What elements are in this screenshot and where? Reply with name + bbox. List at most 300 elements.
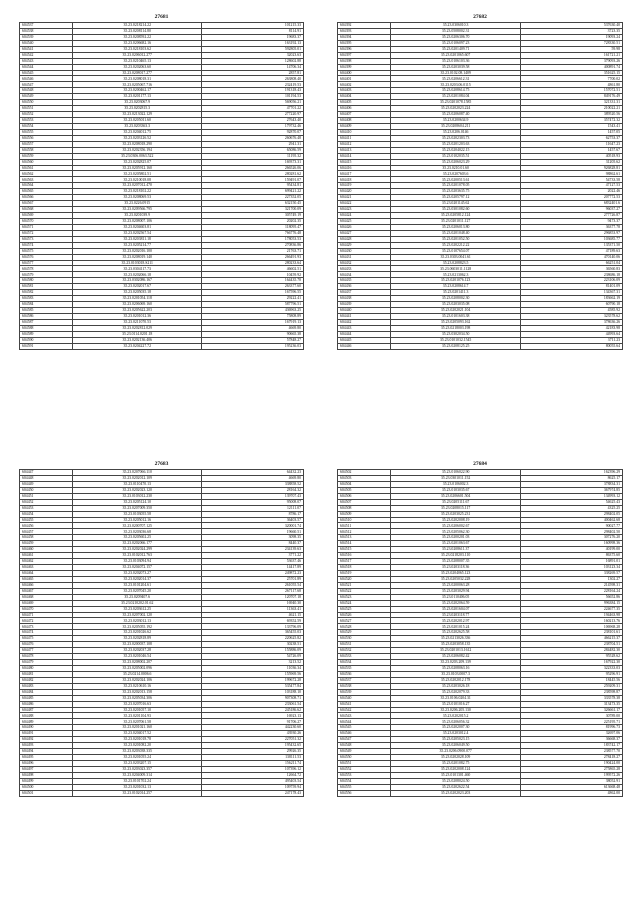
row-number-cell: 604554 bbox=[20, 123, 73, 129]
amount-cell: 280281.62 bbox=[202, 171, 304, 177]
code-cell: 35.23.0206012.277 bbox=[73, 52, 202, 58]
amount-cell: 120707.18 bbox=[202, 594, 304, 600]
code-cell: 35.23.0211070.53 bbox=[73, 319, 202, 325]
table-row bbox=[338, 790, 623, 796]
code-cell: 35.23.0208007.106 bbox=[73, 218, 202, 224]
row-number-cell: 604548 bbox=[20, 88, 73, 94]
amount-cell: 169373.31 bbox=[202, 159, 304, 165]
code-cell: 35.23.0202825.07 bbox=[73, 159, 202, 165]
code-cell: 35.23.0202007.30 bbox=[391, 725, 520, 731]
row-number-cell: 604522 bbox=[338, 588, 391, 594]
amount-cell: 91706.27 bbox=[202, 719, 304, 725]
row-number-cell: 604581 bbox=[20, 284, 73, 290]
amount-cell: 133796.09 bbox=[202, 624, 304, 630]
code-cell: 35.23.0205214.77 bbox=[73, 242, 202, 248]
row-number-cell: 604396 bbox=[338, 46, 391, 52]
row-number-cell: 604418 bbox=[338, 177, 391, 183]
row-number-cell: 604524 bbox=[338, 600, 391, 606]
amount-cell: 442230.60 bbox=[202, 725, 304, 731]
code-cell: 35.23.0202013.158 bbox=[73, 689, 202, 695]
code-cell: 35.23.0205062.30 bbox=[391, 529, 520, 535]
code-cell: 35.23.0201055.24 bbox=[73, 755, 202, 761]
code-cell: 35.23.0306010.3 bbox=[391, 23, 520, 29]
amount-cell: 223106.09 bbox=[520, 278, 622, 284]
amount-cell: 357472.32 bbox=[520, 118, 622, 124]
code-cell: 35.23.0204012.75 bbox=[73, 129, 202, 135]
row-number-cell: 604579 bbox=[20, 272, 73, 278]
row-number-cell: 604582 bbox=[20, 290, 73, 296]
amount-cell: 436963.25 bbox=[202, 308, 304, 314]
row-number-cell: 604554 bbox=[338, 778, 391, 784]
row-number-cell: 604557 bbox=[20, 141, 73, 147]
code-cell: 35.23.0205032.228 bbox=[391, 576, 520, 582]
row-number-cell: 604494 bbox=[20, 749, 73, 755]
code-cell: 35.23.0204072.157 bbox=[73, 565, 202, 571]
row-number-cell: 604485 bbox=[20, 695, 73, 701]
row-number-cell: 604482 bbox=[20, 677, 73, 683]
amount-cell: 267117.68 bbox=[202, 588, 304, 594]
amount-cell: 313473.35 bbox=[520, 701, 622, 707]
row-number-cell: 604509 bbox=[338, 511, 391, 517]
row-number-cell: 604541 bbox=[338, 701, 391, 707]
amount-cell: 3098.35 bbox=[202, 535, 304, 541]
amount-cell: 238101.61 bbox=[520, 630, 622, 636]
amount-cell: 247178.43 bbox=[202, 790, 304, 796]
row-number-cell: 604521 bbox=[338, 582, 391, 588]
code-cell: 35.23.0203012.13 bbox=[73, 618, 202, 624]
code-cell: 35.23.0203012.4 bbox=[391, 731, 520, 737]
amount-cell: 9473.37 bbox=[520, 218, 622, 224]
amount-cell: 134993.12 bbox=[520, 493, 622, 499]
row-number-cell: 604526 bbox=[338, 612, 391, 618]
row-number-cell: 604537 bbox=[20, 23, 73, 29]
code-cell: 35.23.0204022.15 bbox=[391, 147, 520, 153]
code-cell: 35.23.0201145.62 bbox=[391, 201, 520, 207]
code-cell: 35.23.0206306.70 bbox=[391, 34, 520, 40]
amount-cell: 220625.82 bbox=[202, 636, 304, 642]
row-number-cell: 604459 bbox=[20, 541, 73, 547]
amount-cell: 389520.56 bbox=[520, 112, 622, 118]
amount-cell: 4862.00 bbox=[520, 790, 622, 796]
amount-cell: 18445.56 bbox=[520, 677, 622, 683]
code-cell: 35.23.0207045.20 bbox=[73, 588, 202, 594]
row-number-cell: 604392 bbox=[338, 23, 391, 29]
code-cell: 35.23.0201104.93 bbox=[73, 713, 202, 719]
amount-cell: 8114.91 bbox=[202, 28, 304, 34]
amount-cell: 996384.15 bbox=[520, 600, 622, 606]
code-cell: 35.23.0603011.1128 bbox=[391, 266, 520, 272]
amount-cell: 632150.45 bbox=[202, 201, 304, 207]
code-cell: 35.23.0202037.28 bbox=[73, 648, 202, 654]
row-number-cell: 604546 bbox=[20, 76, 73, 82]
row-number-cell: 604561 bbox=[20, 165, 73, 171]
amount-cell: 266526.06 bbox=[202, 165, 304, 171]
row-number-cell: 604441 bbox=[338, 313, 391, 319]
row-number-cell: 604488 bbox=[20, 713, 73, 719]
row-number-cell: 604545 bbox=[338, 725, 391, 731]
code-cell: 35.23.0106002.3 bbox=[391, 481, 520, 487]
code-cell: 35.23.0102012.763 bbox=[73, 553, 202, 559]
amount-cell: 19683.37 bbox=[202, 34, 304, 40]
code-cell: 35.23.0218214.22 bbox=[73, 23, 202, 29]
code-cell: 35.23.0206682.16 bbox=[73, 40, 202, 46]
row-number-cell: 604536 bbox=[338, 671, 391, 677]
row-number-cell: 604503 bbox=[338, 475, 391, 481]
amount-cell: 400891.74 bbox=[520, 64, 622, 70]
row-number-cell: 604430 bbox=[338, 248, 391, 254]
row-number-cell: 604490 bbox=[20, 725, 73, 731]
amount-cell: 138111.53 bbox=[202, 755, 304, 761]
code-cell: 35.23.0102035.51 bbox=[391, 153, 520, 159]
code-cell: 35.23.0203067.9 bbox=[73, 100, 202, 106]
row-number-cell: 604419 bbox=[338, 183, 391, 189]
amount-cell: 326661.17 bbox=[520, 707, 622, 713]
amount-cell: 179732.46 bbox=[202, 123, 304, 129]
amount-cell: 56652.86 bbox=[520, 594, 622, 600]
amount-cell: 263377.60 bbox=[202, 284, 304, 290]
row-number-cell: 604400 bbox=[338, 70, 391, 76]
row-number-cell: 604584 bbox=[20, 302, 73, 308]
code-cell: 35.23.0205812.124 bbox=[391, 213, 520, 219]
row-number-cell: 604409 bbox=[338, 123, 391, 129]
code-cell: 35.23.0301082.60 bbox=[391, 207, 520, 213]
amount-cell: 36668.37 bbox=[520, 737, 622, 743]
amount-cell: 134367.31 bbox=[520, 290, 622, 296]
code-cell: 35.23.0203612.25 bbox=[73, 606, 202, 612]
row-number-cell: 604569 bbox=[20, 213, 73, 219]
code-cell: 35.23.0226.0915 bbox=[73, 201, 202, 207]
row-number-cell: 604558 bbox=[20, 147, 73, 153]
amount-cell: 298402.05 bbox=[520, 511, 622, 517]
amount-cell: 699421.22 bbox=[202, 189, 304, 195]
amount-cell: 367974.85 bbox=[520, 487, 622, 493]
row-number-cell: 604467 bbox=[20, 588, 73, 594]
code-cell: 35.23.0205023.15 bbox=[391, 737, 520, 743]
code-cell: 35.23.0209407.6 bbox=[73, 594, 202, 600]
amount-cell: 81401.09 bbox=[520, 284, 622, 290]
row-number-cell: 604530 bbox=[338, 636, 391, 642]
amount-cell: 466215.37 bbox=[520, 636, 622, 642]
row-number-cell: 604489 bbox=[20, 719, 73, 725]
row-number-cell: 604426 bbox=[338, 224, 391, 230]
code-cell: 35.23.0205012.16 bbox=[73, 517, 202, 523]
row-number-cell: 604551 bbox=[20, 106, 73, 112]
amount-cell: 66251.04 bbox=[520, 260, 622, 266]
code-cell: 35.23.0202136.406 bbox=[73, 337, 202, 343]
code-cell: 35.23.0201048.40 bbox=[391, 230, 520, 236]
row-number-cell: 604589 bbox=[20, 331, 73, 337]
amount-cell: 266491.93 bbox=[202, 254, 304, 260]
row-number-cell: 604562 bbox=[20, 171, 73, 177]
row-number-cell: 604480 bbox=[20, 665, 73, 671]
code-cell: 35.23.0203.209.139 bbox=[391, 660, 520, 666]
row-number-cell: 604429 bbox=[338, 242, 391, 248]
code-cell: 35.23.0206056.32 bbox=[391, 719, 520, 725]
row-number-cell: 604413 bbox=[338, 147, 391, 153]
amount-cell: 6832401.6 bbox=[520, 201, 622, 207]
amount-cell: 1457.05 bbox=[520, 129, 622, 135]
row-number-cell: 604565 bbox=[20, 189, 73, 195]
code-cell: 35.23.0204009.314 bbox=[73, 772, 202, 778]
row-number-cell: 604500 bbox=[20, 784, 73, 790]
amount-cell: 155969.56 bbox=[202, 671, 304, 677]
code-cell: 35.23.0201065.607 bbox=[391, 52, 520, 58]
amount-cell: 157072.51 bbox=[520, 88, 622, 94]
code-cell: 35.23.0201057.10 bbox=[73, 707, 202, 713]
code-cell: 35.23.0107654.07 bbox=[391, 248, 520, 254]
amount-cell: 36560.83 bbox=[520, 266, 622, 272]
amount-cell: 3771.22 bbox=[202, 553, 304, 559]
amount-cell: 1543.41 bbox=[520, 123, 622, 129]
row-number-cell: 604533 bbox=[338, 654, 391, 660]
row-number-cell: 604559 bbox=[20, 153, 73, 159]
row-number-cell: 604408 bbox=[338, 118, 391, 124]
amount-cell: 592805.01 bbox=[202, 46, 304, 52]
amount-cell: 40518.93 bbox=[520, 153, 622, 159]
row-number-cell: 604450 bbox=[20, 487, 73, 493]
amount-cell: 54726.09 bbox=[202, 654, 304, 660]
row-number-cell: 604547 bbox=[20, 82, 73, 88]
row-number-cell: 604402 bbox=[338, 82, 391, 88]
row-number-cell: 604406 bbox=[338, 106, 391, 112]
amount-cell: 16940.30 bbox=[202, 600, 304, 606]
row-number-cell: 604451 bbox=[20, 493, 73, 499]
amount-cell: 183662.19 bbox=[520, 296, 622, 302]
row-number-cell: 604577 bbox=[20, 260, 73, 266]
table-panel-2 bbox=[337, 13, 623, 350]
code-cell: 35.23.0201046.54 bbox=[73, 654, 202, 660]
code-cell: 35.23.0208823.5 bbox=[391, 260, 520, 266]
row-number-cell: 604547 bbox=[338, 737, 391, 743]
amount-cell: 238598.87 bbox=[520, 689, 622, 695]
row-number-cell: 604397 bbox=[338, 52, 391, 58]
row-number-cell: 604523 bbox=[338, 594, 391, 600]
row-number-cell: 604583 bbox=[20, 296, 73, 302]
code-cell: 35.23.0201026.62 bbox=[73, 630, 202, 636]
code-cell: 35.23.0201021.160 bbox=[73, 725, 202, 731]
row-number-cell: 604403 bbox=[338, 88, 391, 94]
row-number-cell: 604504 bbox=[338, 481, 391, 487]
code-cell: 35.23.0103035.67 bbox=[391, 487, 520, 493]
amount-cell: 10459.92 bbox=[202, 272, 304, 278]
code-cell: 35.23.0201039.9 bbox=[73, 213, 202, 219]
row-number-cell: 604539 bbox=[338, 689, 391, 695]
code-cell: 35.23.0210465.13 bbox=[73, 58, 202, 64]
row-number-cell: 604491 bbox=[20, 731, 73, 737]
amount-cell: 54733.58 bbox=[520, 177, 622, 183]
row-number-cell: 604525 bbox=[338, 606, 391, 612]
amount-cell: 38052.91 bbox=[520, 778, 622, 784]
amount-cell: 103685.77 bbox=[520, 236, 622, 242]
code-cell: 35.23.0202023.203 bbox=[391, 790, 520, 796]
code-cell: 35.23.0202024.299 bbox=[73, 547, 202, 553]
amount-cell: 1302.27 bbox=[520, 576, 622, 582]
amount-cell: 103123.34 bbox=[520, 565, 622, 571]
code-cell: 35.23.0208019.140 bbox=[73, 254, 202, 260]
row-number-cell: 604506 bbox=[338, 493, 391, 499]
row-number-cell: 604538 bbox=[20, 28, 73, 34]
row-number-cell: 604437 bbox=[338, 290, 391, 296]
row-number-cell: 604420 bbox=[338, 189, 391, 195]
code-cell: 35.23.0201409.71 bbox=[391, 46, 520, 52]
row-number-cell: 604405 bbox=[338, 100, 391, 106]
row-number-cell: 604470 bbox=[20, 606, 73, 612]
code-cell: 35.23.0205602.25 bbox=[73, 535, 202, 541]
amount-cell: 25701.89 bbox=[202, 576, 304, 582]
row-number-cell: 604552 bbox=[20, 112, 73, 118]
amount-cell: 16891.01 bbox=[520, 559, 622, 565]
row-number-cell: 604417 bbox=[338, 171, 391, 177]
amount-cell: 333578.38 bbox=[520, 695, 622, 701]
amount-cell: 59.98 bbox=[520, 46, 622, 52]
amount-cell: 81996.73 bbox=[520, 725, 622, 731]
row-number-cell: 604537 bbox=[338, 677, 391, 683]
panel-title: 27682 bbox=[473, 14, 487, 20]
amount-cell: 4585.92 bbox=[520, 308, 622, 314]
code-cell: 35.23.0201084.04 bbox=[391, 94, 520, 100]
row-number-cell: 604393 bbox=[338, 28, 391, 34]
amount-cell: 86375.60 bbox=[520, 553, 622, 559]
code-cell: 35.23.0101032.1545 bbox=[391, 337, 520, 343]
code-cell: 35.23.0201013.1612 bbox=[391, 648, 520, 654]
code-cell: 35.23.0103.0007.3 bbox=[391, 671, 520, 677]
amount-cell: 278418.27 bbox=[520, 755, 622, 761]
amount-cell: 183742.17 bbox=[520, 743, 622, 749]
amount-cell: 21763.71 bbox=[202, 248, 304, 254]
code-cell: 35.23.0206023.29 bbox=[391, 159, 520, 165]
code-cell: 35.23.0203039.58 bbox=[391, 64, 520, 70]
amount-cell: 103188.10 bbox=[202, 689, 304, 695]
amount-cell: 42183.98 bbox=[520, 325, 622, 331]
row-number-cell: 604532 bbox=[338, 648, 391, 654]
code-cell: 35.23.0205011.60 bbox=[73, 118, 202, 124]
code-cell: 35.23.0213022.129 bbox=[73, 112, 202, 118]
code-cell: 35.23.0206002.67 bbox=[391, 523, 520, 529]
panel-title: 27681 bbox=[154, 14, 169, 20]
row-number-cell: 604555 bbox=[20, 129, 73, 135]
row-number-cell: 604416 bbox=[338, 165, 391, 171]
table-row bbox=[20, 790, 304, 796]
row-number-cell: 604505 bbox=[338, 487, 391, 493]
row-number-cell: 604544 bbox=[20, 64, 73, 70]
amount-cell: 8440.37 bbox=[202, 541, 304, 547]
amount-cell: 207772.53 bbox=[520, 195, 622, 201]
row-number-cell: 604422 bbox=[338, 201, 391, 207]
code-cell: 35.23.0102.08.1409 bbox=[391, 70, 520, 76]
amount-cell: 225195.71 bbox=[520, 719, 622, 725]
row-number-cell: 604543 bbox=[20, 58, 73, 64]
row-number-cell: 604516 bbox=[338, 553, 391, 559]
row-number-cell: 604497 bbox=[20, 766, 73, 772]
amount-cell: 31205.62 bbox=[520, 159, 622, 165]
row-number-cell: 604442 bbox=[338, 319, 391, 325]
code-cell: 35.23.0206.0146 bbox=[391, 129, 520, 135]
code-cell: 35.23.0201052.50 bbox=[391, 236, 520, 242]
code-cell: 35.23.0201082.20 bbox=[73, 743, 202, 749]
row-number-cell: 604549 bbox=[338, 749, 391, 755]
row-number-cell: 604394 bbox=[338, 34, 391, 40]
amount-cell: 90027.77 bbox=[520, 523, 622, 529]
amount-cell: 43930.26 bbox=[202, 731, 304, 737]
amount-cell: 95434.81 bbox=[202, 183, 304, 189]
amount-cell: 30789.00 bbox=[520, 713, 622, 719]
data-table bbox=[337, 22, 623, 350]
amount-cell: 4669.80 bbox=[202, 475, 304, 481]
row-number-cell: 604550 bbox=[338, 755, 391, 761]
amount-cell: 159491.07 bbox=[202, 177, 304, 183]
code-cell: 35.23.0205802.51 bbox=[73, 171, 202, 177]
amount-cell: 47701.22 bbox=[202, 106, 304, 112]
row-number-cell: 604407 bbox=[338, 112, 391, 118]
amount-cell: 4325.25 bbox=[520, 505, 622, 511]
row-number-cell: 604468 bbox=[20, 594, 73, 600]
code-cell: 35.23.0205111.67 bbox=[391, 499, 520, 505]
row-number-cell: 604587 bbox=[20, 319, 73, 325]
code-cell: 35.23.0101301.460 bbox=[391, 772, 520, 778]
code-cell: 35.23.0206082.42 bbox=[391, 654, 520, 660]
row-number-cell: 604452 bbox=[20, 499, 73, 505]
amount-cell: 139707.43 bbox=[202, 493, 304, 499]
row-number-cell: 604446 bbox=[338, 343, 391, 349]
code-cell: 35.23.0208017.277 bbox=[73, 70, 202, 76]
amount-cell: 7700.02 bbox=[520, 76, 622, 82]
amount-cell: 1457.67 bbox=[520, 147, 622, 153]
amount-cell: 728330.51 bbox=[520, 40, 622, 46]
amount-cell: 36403.57 bbox=[202, 517, 304, 523]
amount-cell: 210022.21 bbox=[520, 106, 622, 112]
row-number-cell: 604555 bbox=[338, 784, 391, 790]
amount-cell: 95008.07 bbox=[202, 499, 304, 505]
amount-cell: 178053.53 bbox=[202, 236, 304, 242]
amount-cell: 2022.46 bbox=[520, 189, 622, 195]
code-cell: 35.23.0202063.60 bbox=[73, 64, 202, 70]
amount-cell: 191318.43 bbox=[202, 88, 304, 94]
code-cell: 35.23.0302086.167 bbox=[73, 278, 202, 284]
code-cell: 35.23.0205093.162 bbox=[391, 319, 520, 325]
row-number-cell: 604415 bbox=[338, 159, 391, 165]
amount-cell: 46602.51 bbox=[202, 266, 304, 272]
amount-cell: 280233.64 bbox=[202, 260, 304, 266]
code-cell: 35.23.0201076.123 bbox=[391, 278, 520, 284]
amount-cell: 167922.30 bbox=[520, 660, 622, 666]
code-cell: 35.23.0106103.36 bbox=[391, 58, 520, 64]
row-number-cell: 604542 bbox=[20, 52, 73, 58]
code-cell: 35.23.0206601.504 bbox=[391, 493, 520, 499]
code-cell: 35.23.0302034.50 bbox=[391, 331, 520, 337]
amount-cell: 54625.43 bbox=[520, 499, 622, 505]
row-number-cell: 604435 bbox=[338, 278, 391, 284]
code-cell: 35.23.0208063.16 bbox=[391, 665, 520, 671]
amount-cell: 101194.53 bbox=[202, 94, 304, 100]
row-number-cell: 604567 bbox=[20, 201, 73, 207]
code-cell: 35.23.0202625.58 bbox=[391, 630, 520, 636]
row-number-cell: 604456 bbox=[20, 523, 73, 529]
code-cell: 35.23.0208611.37 bbox=[391, 547, 520, 553]
row-number-cell: 604455 bbox=[20, 517, 73, 523]
row-number-cell: 604573 bbox=[20, 236, 73, 242]
amount-cell: 378636.26 bbox=[520, 319, 622, 325]
code-cell: 35.23.0207012.470 bbox=[73, 183, 202, 189]
amount-cell: 232419.53 bbox=[202, 82, 304, 88]
row-number-cell: 604475 bbox=[20, 636, 73, 642]
amount-cell: 224677.35 bbox=[520, 606, 622, 612]
code-cell: 35.23.0200462.17 bbox=[73, 88, 202, 94]
code-cell: 35.23.0110470.13 bbox=[73, 481, 202, 487]
code-cell: 35.23.0106022.90 bbox=[391, 470, 520, 476]
row-number-cell: 604571 bbox=[20, 224, 73, 230]
code-cell: 35.23.0306.0063.522 bbox=[73, 153, 202, 159]
row-number-cell: 604477 bbox=[20, 648, 73, 654]
